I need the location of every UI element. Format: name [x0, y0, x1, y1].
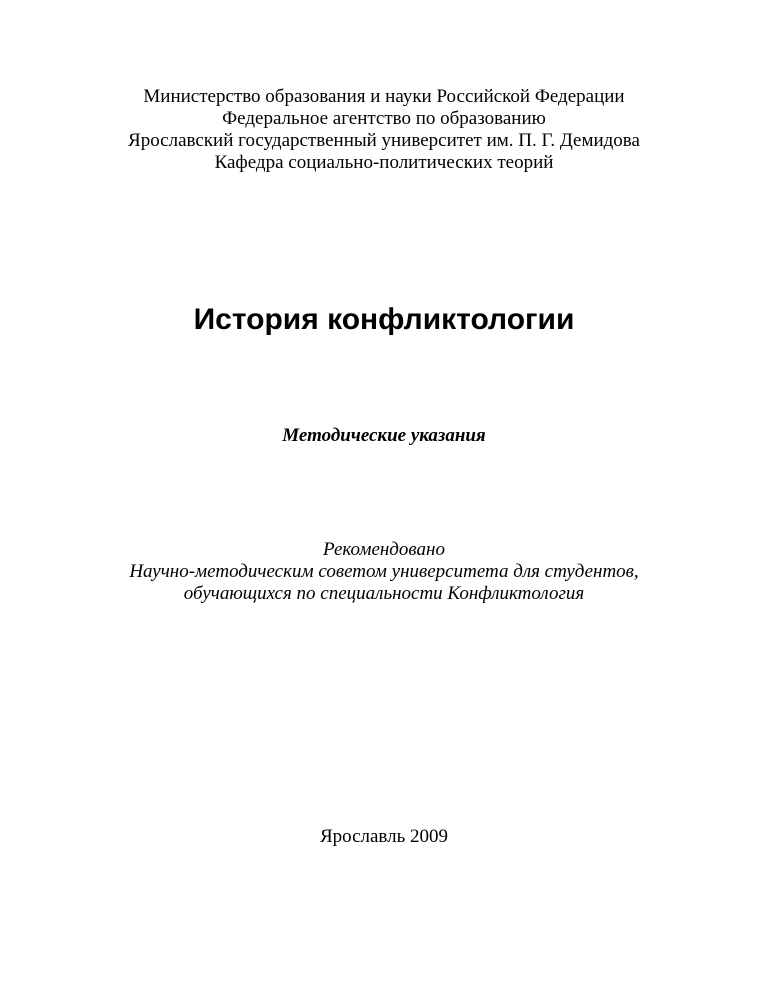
- document-subtitle: Методические указания: [282, 425, 486, 446]
- department-line: Кафедра социально-политических теорий: [214, 152, 554, 173]
- recommendation-line-3: обучающихся по специальности Конфликтология: [183, 583, 585, 604]
- recommendation-block: [0, 539, 768, 605]
- university-line: Ярославский государственный университет им. П. Г. Демидова: [128, 130, 640, 151]
- document-title: История конфликтологии: [193, 303, 575, 336]
- institution-header: [0, 86, 768, 174]
- agency-line: Федеральное агентство по образованию: [222, 108, 546, 129]
- ministry-line: Министерство образования и науки Российской Федерации: [143, 86, 625, 107]
- place-year: Ярославль 2009: [319, 826, 449, 847]
- recommendation-line-2: Научно-методическим советом университета для студентов,: [129, 561, 639, 582]
- recommendation-line-1: Рекомендовано: [323, 539, 445, 560]
